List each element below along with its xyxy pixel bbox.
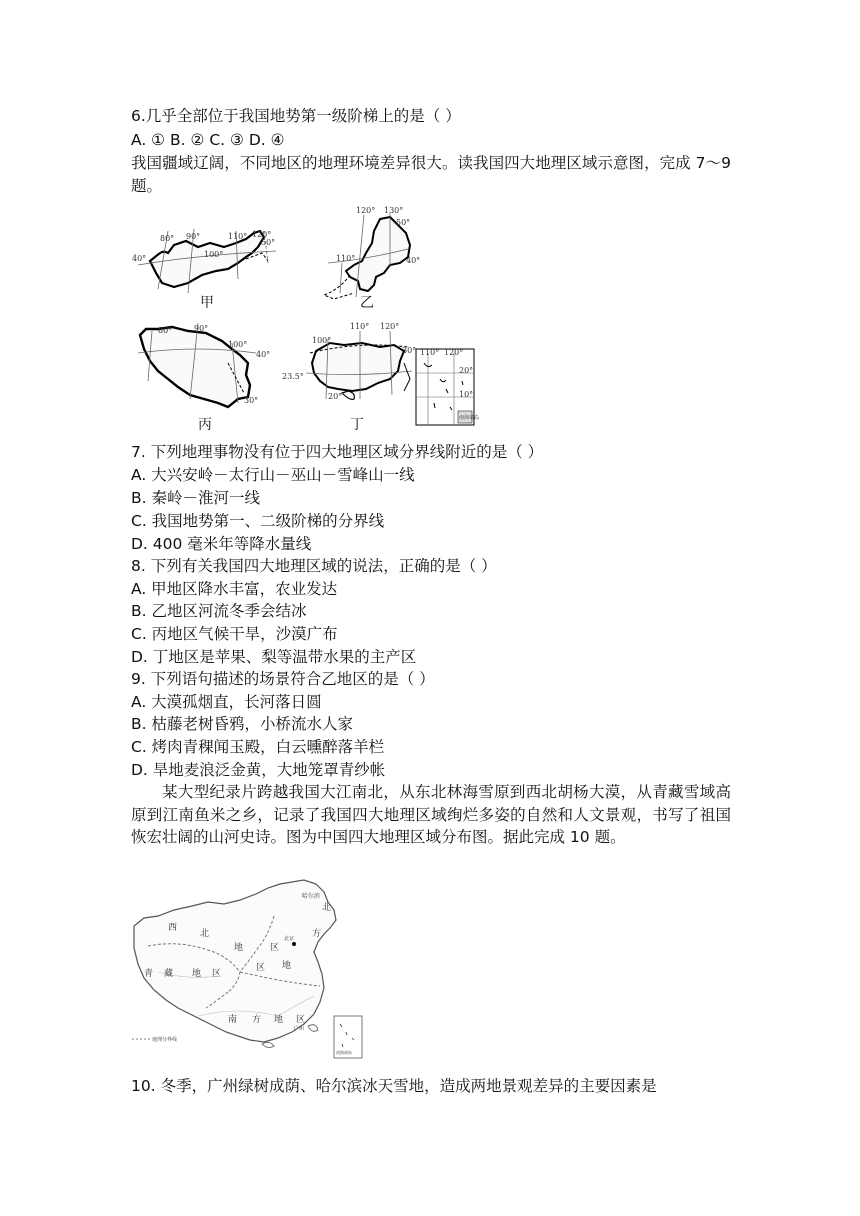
- label-xi: 西: [168, 923, 178, 933]
- q7-option-a: A. 大兴安岭－太行山－巫山－雪峰山一线: [131, 466, 415, 484]
- jia-tick-80: 80°: [160, 234, 175, 243]
- four-regions-figure: [128, 203, 488, 435]
- label-qu-3: 区: [212, 969, 222, 979]
- ding-tick-30: 30°: [402, 346, 417, 355]
- ding-label: 丁: [350, 417, 364, 433]
- q9-option-d: D. 旱地麦浪泛金黄，大地笼罩青纱帐: [131, 761, 386, 779]
- ding-tick-23-5: 23.5°: [282, 372, 304, 381]
- yi-tick-50: 50°: [396, 218, 411, 227]
- q7-option-d: D. 400 毫米年等降水量线: [131, 535, 312, 553]
- q9-option-b: B. 枯藤老树昏鸦，小桥流水人家: [131, 715, 353, 733]
- label-qing: 青: [144, 969, 154, 979]
- q8-option-a: A. 甲地区降水丰富，农业发达: [131, 580, 338, 598]
- q8-option-b: B. 乙地区河流冬季会结冰: [131, 602, 307, 620]
- label-bei-2: 北: [322, 903, 332, 913]
- label-fang-2: 方: [252, 1015, 262, 1025]
- ding-tick-110: 110°: [350, 322, 370, 331]
- q7-option-b: B. 秦岭－淮河一线: [131, 489, 260, 507]
- label-qu-2: 区: [256, 963, 266, 973]
- label-fang-1: 方: [312, 929, 322, 939]
- fig2-inset-label: 南海诸岛: [336, 1050, 352, 1055]
- q8-option-c: C. 丙地区气候干旱，沙漠广布: [131, 625, 338, 643]
- label-di-4: 地: [274, 1015, 284, 1025]
- label-zang: 藏: [164, 969, 174, 979]
- jia-tick-120: 120°: [252, 230, 272, 239]
- region-bing-map: [138, 323, 259, 407]
- china-regions-figure: [128, 876, 368, 1062]
- label-qu-4: 区: [296, 1015, 306, 1025]
- q9-option-c: C. 烤肉青稞闻玉殿，白云曛醉落羊栏: [131, 738, 385, 756]
- ding-inset-label: 南海诸岛: [459, 415, 480, 421]
- ding-tick-20: 20°: [328, 392, 343, 401]
- jia-tick-90: 90°: [186, 232, 201, 241]
- label-qu-1: 区: [270, 943, 280, 953]
- intro-paragraph-1: 我国疆域辽阔，不同地区的地理环境差异很大。读我国四大地理区域示意图，完成 7～9 题。: [131, 154, 731, 195]
- yi-tick-120: 120°: [356, 206, 376, 215]
- yi-label: 乙: [360, 295, 374, 311]
- yi-tick-40: 40°: [406, 256, 421, 265]
- bing-tick-40: 40°: [256, 350, 271, 359]
- label-nan: 南: [228, 1015, 238, 1025]
- intro-paragraph-2: 某大型纪录片跨越我国大江南北，从东北林海雪原到西北胡杨大漠，从青藏雪域高原到江南鱼米之乡，记录了我国四大地理区域绚烂多姿的自然和人文景观，书写了祖国恢宏壮阔的山河史诗。图为中国四大地理区域分布图。据此完成 10 题。: [131, 783, 731, 846]
- jia-tick-110: 110°: [228, 232, 248, 241]
- label-bei-1: 北: [200, 929, 210, 939]
- q6-stem: 6.几乎全部位于我国地势第一级阶梯上的是（ ）: [131, 107, 461, 125]
- bing-tick-30: 30°: [244, 396, 259, 405]
- label-di-3: 地: [192, 969, 202, 979]
- q7-option-c: C. 我国地势第一、二级阶梯的分界线: [131, 512, 385, 530]
- bing-label: 丙: [198, 417, 212, 433]
- yi-tick-130: 130°: [384, 206, 404, 215]
- label-di-1: 地: [234, 943, 244, 953]
- ding-tick-120: 120°: [380, 322, 400, 331]
- q9-stem: 9. 下列语句描述的场景符合乙地区的是（ ）: [131, 670, 435, 688]
- inset-tick-110: 110°: [420, 348, 440, 357]
- label-di-2: 地: [282, 961, 292, 971]
- inset-tick-20: 20°: [459, 366, 474, 375]
- bing-tick-80: 80°: [158, 326, 173, 335]
- jia-tick-50: 50°: [261, 238, 276, 247]
- yi-tick-110: 110°: [336, 254, 356, 263]
- jia-tick-100: 100°: [204, 250, 224, 259]
- jia-tick-40: 40°: [132, 254, 147, 263]
- city-beijing: 北京: [284, 936, 295, 942]
- ding-tick-100: 100°: [312, 336, 332, 345]
- q7-stem: 7. 下列地理事物没有位于四大地理区域分界线附近的是（ ）: [131, 443, 544, 461]
- q8-option-d: D. 丁地区是苹果、梨等温带水果的主产区: [131, 648, 417, 666]
- city-guangzhou: 广州: [294, 1026, 305, 1032]
- bing-tick-100: 100°: [228, 340, 248, 349]
- inset-tick-10: 10°: [459, 390, 474, 399]
- q6-options: A. ① B. ② C. ③ D. ④: [131, 131, 285, 149]
- city-harbin: 哈尔滨: [302, 893, 321, 900]
- q10-stem: 10. 冬季，广州绿树成荫、哈尔滨冰天雪地，造成两地景观差异的主要因素是: [131, 1077, 657, 1095]
- inset-tick-120: 120°: [444, 348, 464, 357]
- region-ding-map: [306, 331, 474, 425]
- q9-option-a: A. 大漠孤烟直，长河落日圆: [131, 693, 322, 711]
- bing-tick-90: 90°: [194, 324, 209, 333]
- legend-boundary: 地理分界线: [152, 1037, 178, 1043]
- q8-stem: 8. 下列有关我国四大地理区域的说法，正确的是（ ）: [131, 557, 497, 575]
- jia-label: 甲: [200, 295, 214, 311]
